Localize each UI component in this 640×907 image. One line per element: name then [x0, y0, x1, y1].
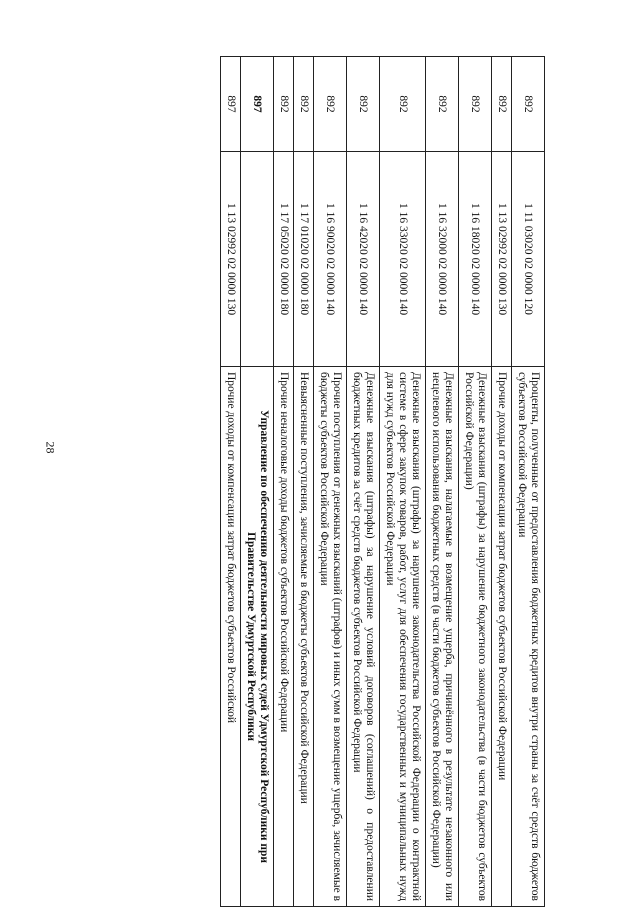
revenue-code-cell: 1 16 42020 02 0000 140 — [347, 152, 380, 367]
revenue-name-cell: Прочие доходы от компенсации затрат бюджетов субъектов Российской Федерации — [492, 367, 512, 907]
revenue-name-cell: Денежные взыскания (штрафы) за нарушение условий договоров (соглашений) о предоставлении бюджетных кредитов за счёт средств бюджетов субъектов Российской Федерации — [347, 367, 380, 907]
revenue-name-cell: Невыясненные поступления, зачисляемые в бюджеты субъектов Российской Федерации — [294, 367, 314, 907]
section-header-row — [241, 57, 274, 907]
admin-code-cell: 892 — [492, 57, 512, 152]
rotated-page-content — [95, 56, 545, 906]
admin-code-cell: 892 — [459, 57, 492, 152]
revenue-code-cell: 1 17 01020 02 0000 180 — [294, 152, 314, 367]
table-row — [294, 57, 314, 907]
revenue-code-cell: 1 13 02992 02 0000 130 — [221, 152, 241, 367]
admin-code-cell: 892 — [512, 57, 545, 152]
admin-code-cell: 892 — [347, 57, 380, 152]
revenue-code-cell — [241, 152, 274, 367]
revenue-name-cell: Денежные взыскания (штрафы) за нарушение законодательства Российской Федерации о контрактной системе в сфере закупок товаров, работ, услуг для обеспечения государственных и муниципальных нужд для нужд субъектов Российской Федерации — [380, 367, 426, 907]
revenue-code-cell: 1 16 33020 02 0000 140 — [380, 152, 426, 367]
admin-code-cell: 892 — [294, 57, 314, 152]
revenue-code-cell: 1 11 03020 02 0000 120 — [512, 152, 545, 367]
table-row — [274, 57, 294, 907]
admin-code-cell: 892 — [274, 57, 294, 152]
admin-code-cell: 897 — [221, 57, 241, 152]
table-row — [380, 57, 426, 907]
revenue-code-cell: 1 17 05020 02 0000 180 — [274, 152, 294, 367]
page-number: 28 — [43, 441, 58, 454]
revenue-name-cell: Прочие доходы от компенсации затрат бюджетов субъектов Российской — [221, 367, 241, 907]
admin-code-cell: 892 — [380, 57, 426, 152]
table-row — [347, 57, 380, 907]
table-body — [221, 57, 545, 907]
admin-code-cell: 892 — [314, 57, 347, 152]
revenue-code-cell: 1 16 32000 02 0000 140 — [426, 152, 459, 367]
revenue-name-cell: Прочие неналоговые доходы бюджетов субъектов Российской Федерации — [274, 367, 294, 907]
revenue-name-cell: Прочие поступления от денежных взысканий (штрафов) и иных сумм в возмещение ущерба, зачисляемые в бюджеты субъектов Российской Федерации — [314, 367, 347, 907]
revenue-code-cell: 1 16 90020 02 0000 140 — [314, 152, 347, 367]
table-row — [512, 57, 545, 907]
revenue-code-cell: 1 13 02992 02 0000 130 — [492, 152, 512, 367]
table-row — [221, 57, 241, 907]
revenue-name-cell: Денежные взыскания (штрафы) за нарушение бюджетного законодательства (в части бюджетов субъектов Российской Федерации) — [459, 367, 492, 907]
table-row — [314, 57, 347, 907]
admin-code-cell: 897 — [241, 57, 274, 152]
table-row — [459, 57, 492, 907]
table-row — [492, 57, 512, 907]
revenue-name-cell: Управление по обеспечению деятельности мировых судей Удмуртской Республики при Правительстве Удмуртской Республики — [241, 367, 274, 907]
revenue-name-cell: Проценты, полученные от предоставления бюджетных кредитов внутри страны за счёт средств бюджетов субъектов Российской Федерации — [512, 367, 545, 907]
table-row — [426, 57, 459, 907]
admin-code-cell: 892 — [426, 57, 459, 152]
revenue-code-cell: 1 16 18020 02 0000 140 — [459, 152, 492, 367]
revenue-name-cell: Денежные взыскания, налагаемые в возмещение ущерба, причинённого в результате незаконного или нецелевого использования бюджетных средств (в части бюджетов субъектов Российской Федерации) — [426, 367, 459, 907]
revenue-codes-table — [220, 56, 545, 907]
